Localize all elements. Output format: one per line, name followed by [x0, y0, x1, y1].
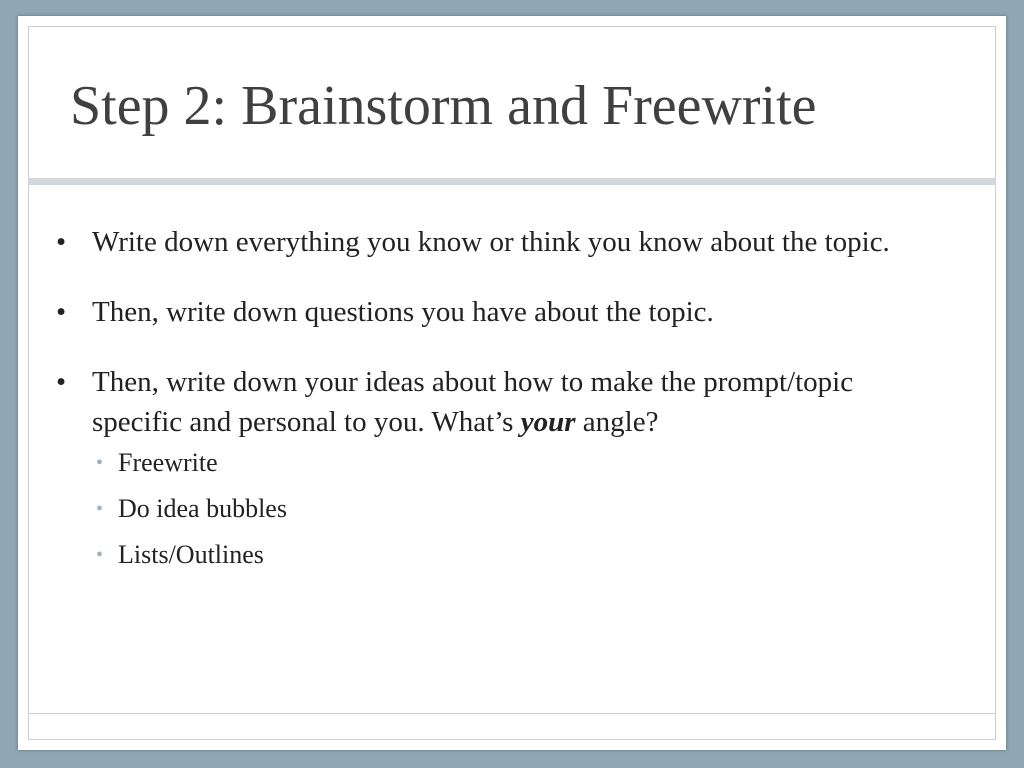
bullet-text — [92, 366, 853, 438]
sub-bullet-list — [92, 446, 950, 572]
bullet-icon: • — [56, 296, 67, 328]
slide — [18, 16, 1006, 750]
sub-bullet-item — [92, 538, 950, 572]
bullet-text-end: angle? — [575, 406, 659, 438]
sub-bullet-text: Freewrite — [118, 448, 218, 477]
sub-bullet-icon: • — [96, 544, 104, 566]
bullet-item — [50, 362, 950, 572]
sub-bullet-item — [92, 492, 950, 526]
slide-title: Step 2: Brainstorm and Freewrite — [70, 75, 817, 137]
sub-bullet-text: Do idea bubbles — [118, 494, 287, 523]
emphasis-text: your — [520, 406, 576, 438]
sub-bullet-icon: • — [96, 452, 104, 474]
bullet-text: Write down everything you know or think you know about the topic. — [92, 226, 890, 258]
bullet-list — [50, 222, 950, 584]
bullet-text-start: Then, write down your ideas about how to make the prompt/topic specific and personal to you. What’s — [92, 366, 854, 438]
title-divider — [28, 178, 996, 185]
sub-bullet-icon: • — [96, 498, 104, 520]
bullet-icon: • — [56, 366, 67, 398]
bullet-item — [50, 222, 950, 262]
bullet-item — [50, 292, 950, 332]
sub-bullet-item — [92, 446, 950, 480]
sub-bullet-text: Lists/Outlines — [118, 540, 264, 569]
bullet-text: Then, write down questions you have about the topic. — [92, 296, 714, 328]
bullet-icon: • — [56, 226, 67, 258]
footer-divider — [28, 713, 996, 714]
